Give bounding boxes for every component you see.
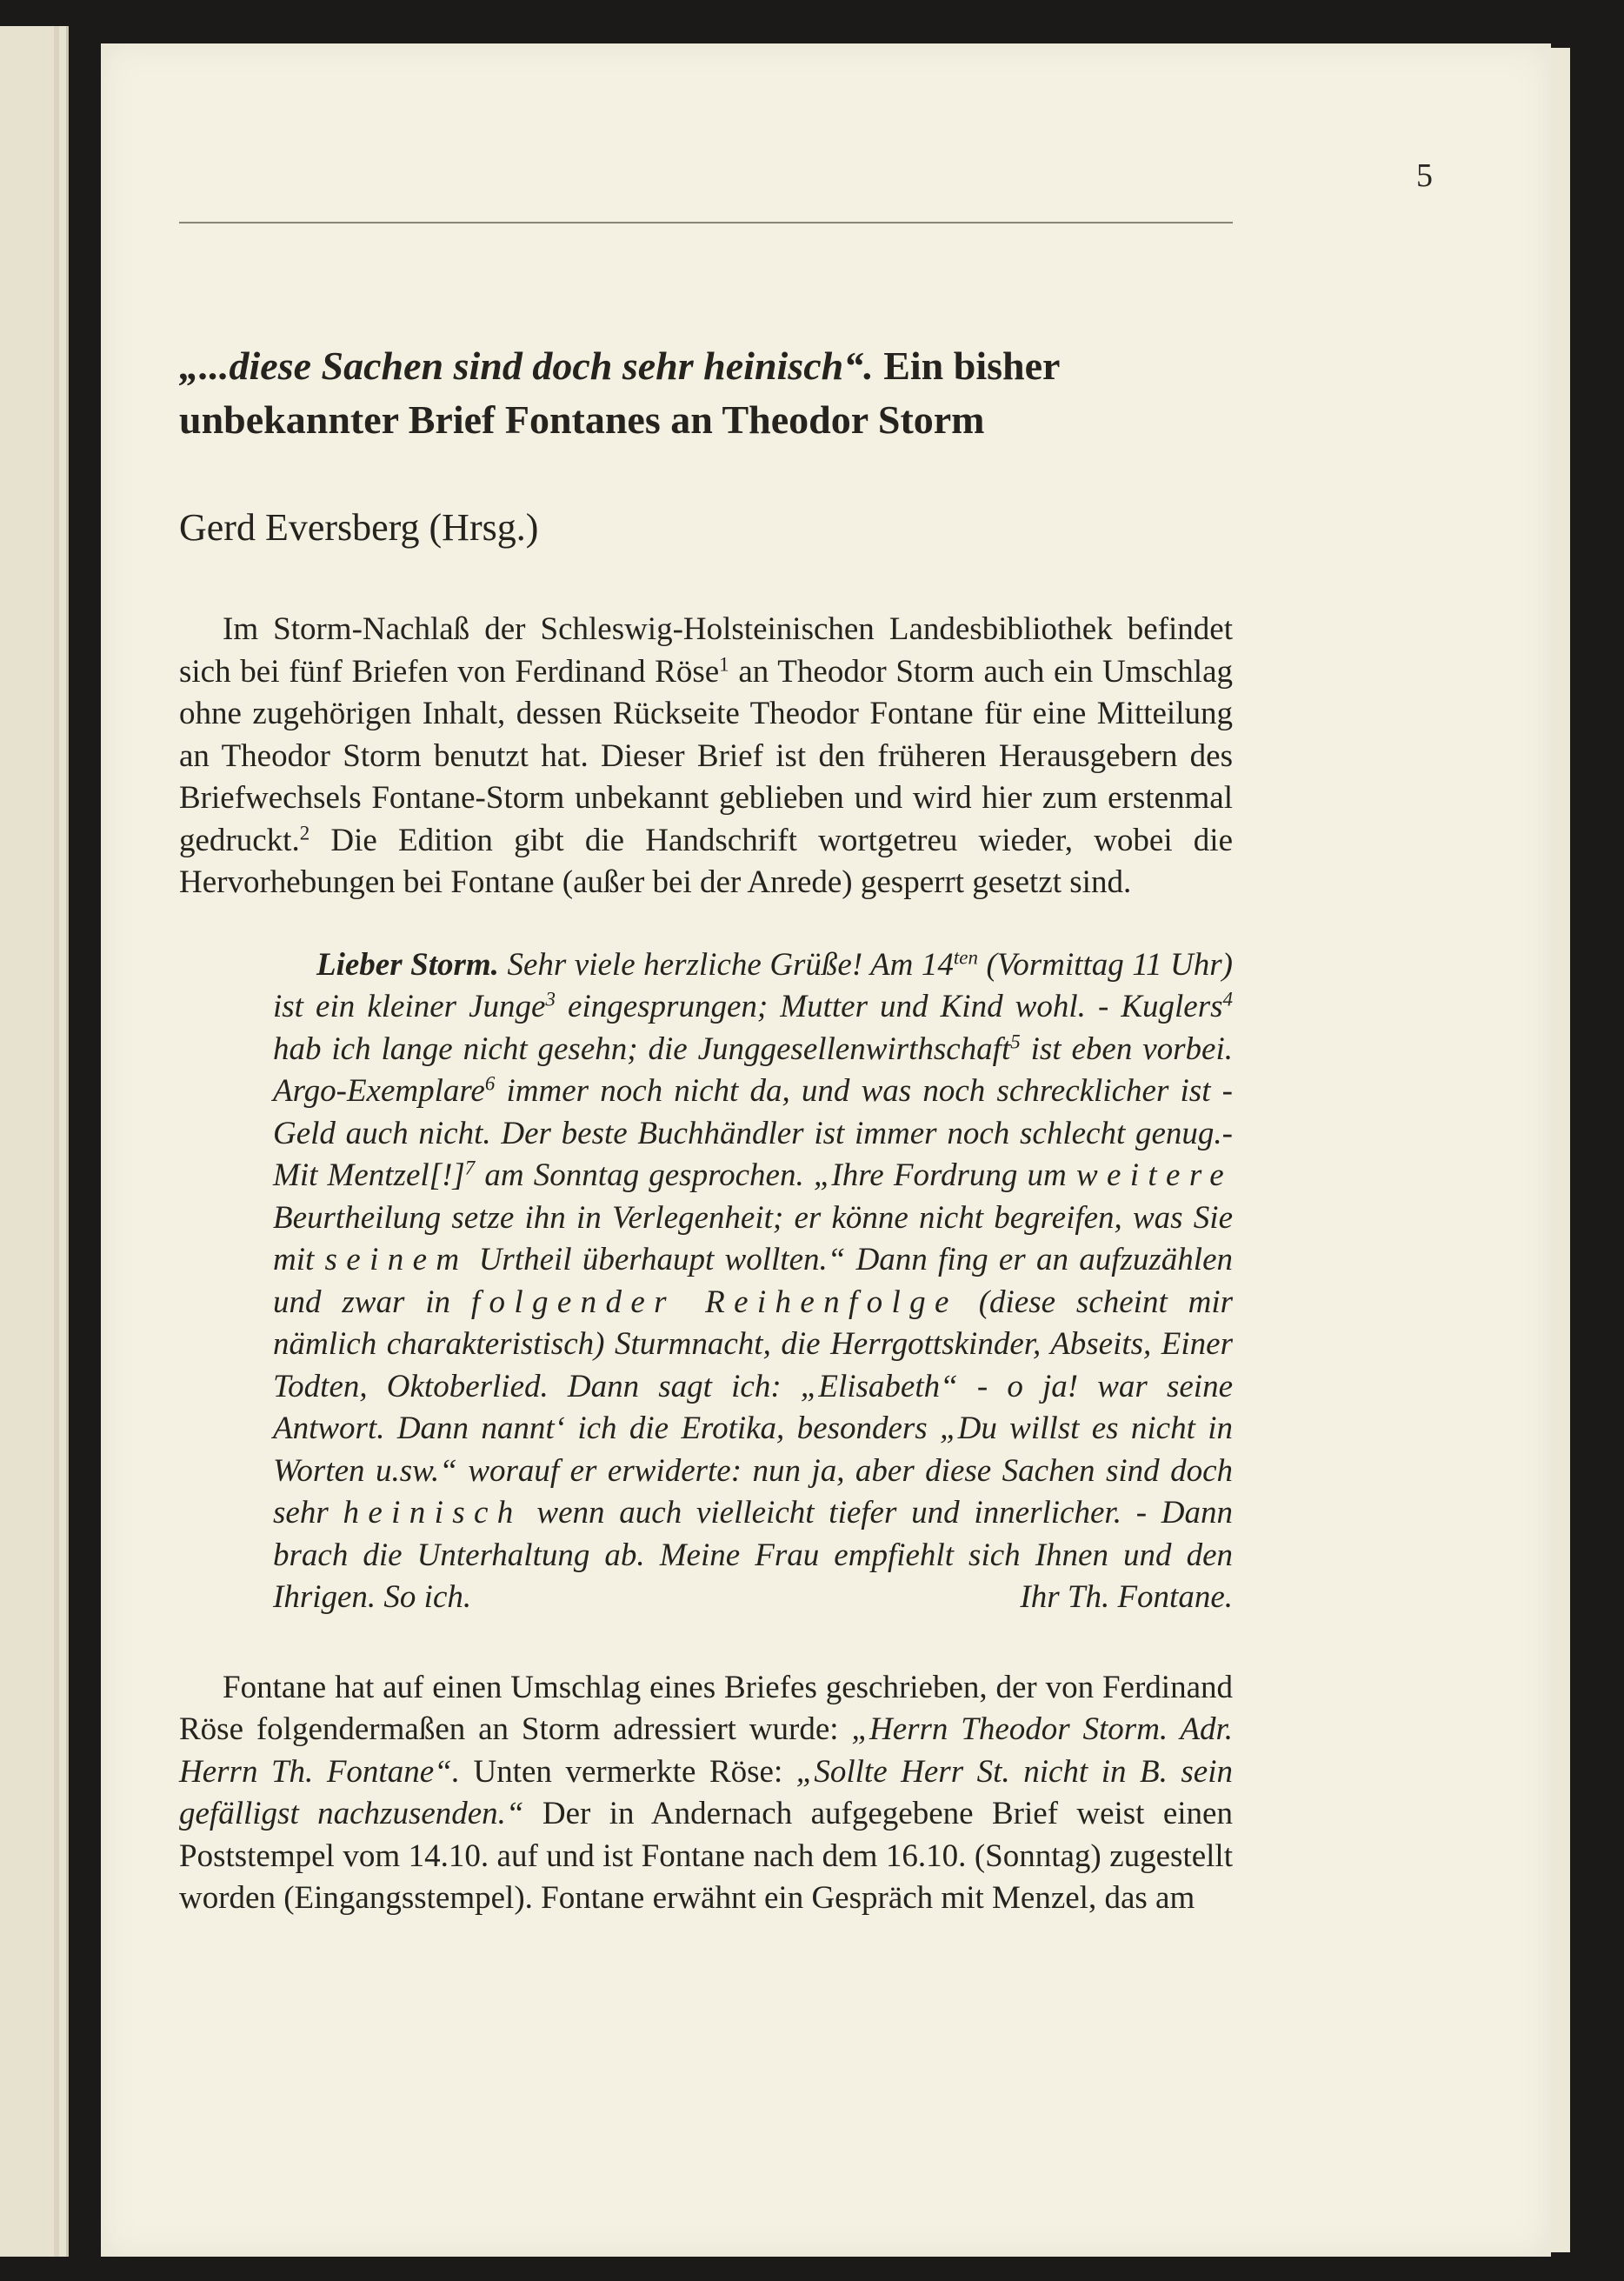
address-quote: „Herrn Theodor Storm. Adr. Herrn Th. Fontane“. [179, 1711, 1233, 1790]
article-title [179, 339, 1233, 447]
footnote-ref: 5 [1010, 1030, 1021, 1052]
letter-signature: Ihr Th. Fontane. [1020, 1579, 1233, 1615]
outro-text: Der in Andernach aufgegebene Brief weist einen Poststempel vom 14.10. auf und ist Fontane nach dem 16.10. (Sonntag) zugestellt worden (Eingangsstempel). Fontane erwähnt ein Gespräch mit Menzel, das am [179, 1796, 1233, 1916]
letter-salutation: Lieber Storm. [316, 946, 499, 983]
outro-text: Unten vermerkte Röse: [459, 1753, 796, 1790]
letter-text: Sehr viele herzliche Grüße! Am 14 [498, 946, 954, 983]
title-quote: „...diese Sachen sind doch sehr heinisch“. [179, 343, 874, 388]
letter-text: immer noch nicht da, und was noch schrecklicher ist - Geld auch nicht. Der beste Buchhändler ist immer noch schlecht genug.- Mit Mentzel[!] [273, 1073, 1233, 1193]
header-rule [179, 222, 1233, 223]
letter-text: eingesprungen; Mutter und Kind wohl. - Kuglers [555, 989, 1223, 1024]
page-number: 5 [1416, 157, 1433, 194]
outro-text: Fontane hat auf einen Umschlag eines Briefes geschrieben, der von Ferdinand Röse folgendermaßen an Storm adressiert wurde: [179, 1669, 1233, 1747]
left-page-edge [0, 26, 69, 2257]
letter-text: hab ich lange nicht gesehn; die Junggesellenwirthschaft [273, 1030, 1011, 1067]
intro-text: Im Storm-Nachlaß der Schleswig-Holsteinischen Landesbibliothek befindet sich bei fünf Briefen von Ferdinand Röse [179, 611, 1233, 690]
outro-paragraph [179, 1667, 1233, 1920]
letter-quote [273, 944, 1233, 1619]
letter-text: am Sonntag gesprochen. „Ihre Fordrung um [475, 1157, 1076, 1193]
ordinal-suffix: ten [953, 945, 978, 968]
footnote-ref: 2 [299, 821, 310, 844]
letter-text: ist eben vorbei. Argo-Exemplare [273, 1030, 1234, 1109]
intro-text: Die Edition gibt die Handschrift wortgetreu wieder, wobei die Hervorhebungen bei Fontane (außer bei der Anrede) gesperrt gesetzt sind. [179, 822, 1233, 900]
footnote-ref: 3 [545, 988, 556, 1010]
spaced-emphasis: seinem [324, 1242, 469, 1277]
article-author: Gerd Eversberg (Hrsg.) [179, 506, 539, 549]
spaced-emphasis: weitere [1075, 1157, 1233, 1193]
title-rest: Ein bisher unbekannter Brief Fontanes an Theodor Storm [179, 343, 1060, 442]
letter-text: Beurtheilung setze ihn in Verlegenheit; er könne nicht begreifen, was Sie mit [273, 1199, 1233, 1277]
intro-text: an Theodor Storm auch ein Umschlag ohne zugehörigen Inhalt, dessen Rückseite Theodor Fontane für eine Mitteilung an Theodor Storm benutzt hat. Dieser Brief ist den früheren Herausgebern des Briefwechsels Fontane-Storm unbekannt geblieben und wird hier zum erstenmal gedruckt. [179, 653, 1233, 858]
footnote-ref: 7 [464, 1157, 476, 1179]
footnote-ref: 4 [1222, 988, 1233, 1010]
letter-text: (Vormittag 11 Uhr) ist ein kleiner Junge [273, 946, 1233, 1024]
spaced-emphasis: folgender Reihenfolge [470, 1284, 958, 1320]
note-quote: „Sollte Herr St. nicht in B. sein gefälligst nachzusenden.“ [179, 1753, 1234, 1831]
letter-text: Urtheil überhaupt wollten.“ Dann fing er an aufzuzählen und zwar in [273, 1242, 1233, 1320]
intro-paragraph [179, 609, 1233, 904]
footnote-ref: 1 [719, 652, 729, 675]
footnote-ref: 6 [484, 1072, 496, 1095]
page-content [179, 339, 1233, 1920]
letter-text: wenn auch vielleicht tiefer und innerlicher. - Dann brach die Unterhaltung ab. Meine Frau empfiehlt sich Ihnen und den Ihrigen. So ich. [273, 1495, 1233, 1615]
letter-text: (diese scheint mir nämlich charakteristisch) Sturmnacht, die Herrgottskinder, Abseits, Einer Todten, Oktoberlied. Dann sagt ich: „Elisabeth“ - o ja! war seine Antwort. Dann nannt‘ ich die Erotika, besonders „Du willst es nicht in Worten u.sw.“ worauf er erwiderte: nun ja, aber diese Sachen sind doch sehr [273, 1284, 1233, 1531]
spaced-emphasis: heinisch [343, 1495, 522, 1531]
